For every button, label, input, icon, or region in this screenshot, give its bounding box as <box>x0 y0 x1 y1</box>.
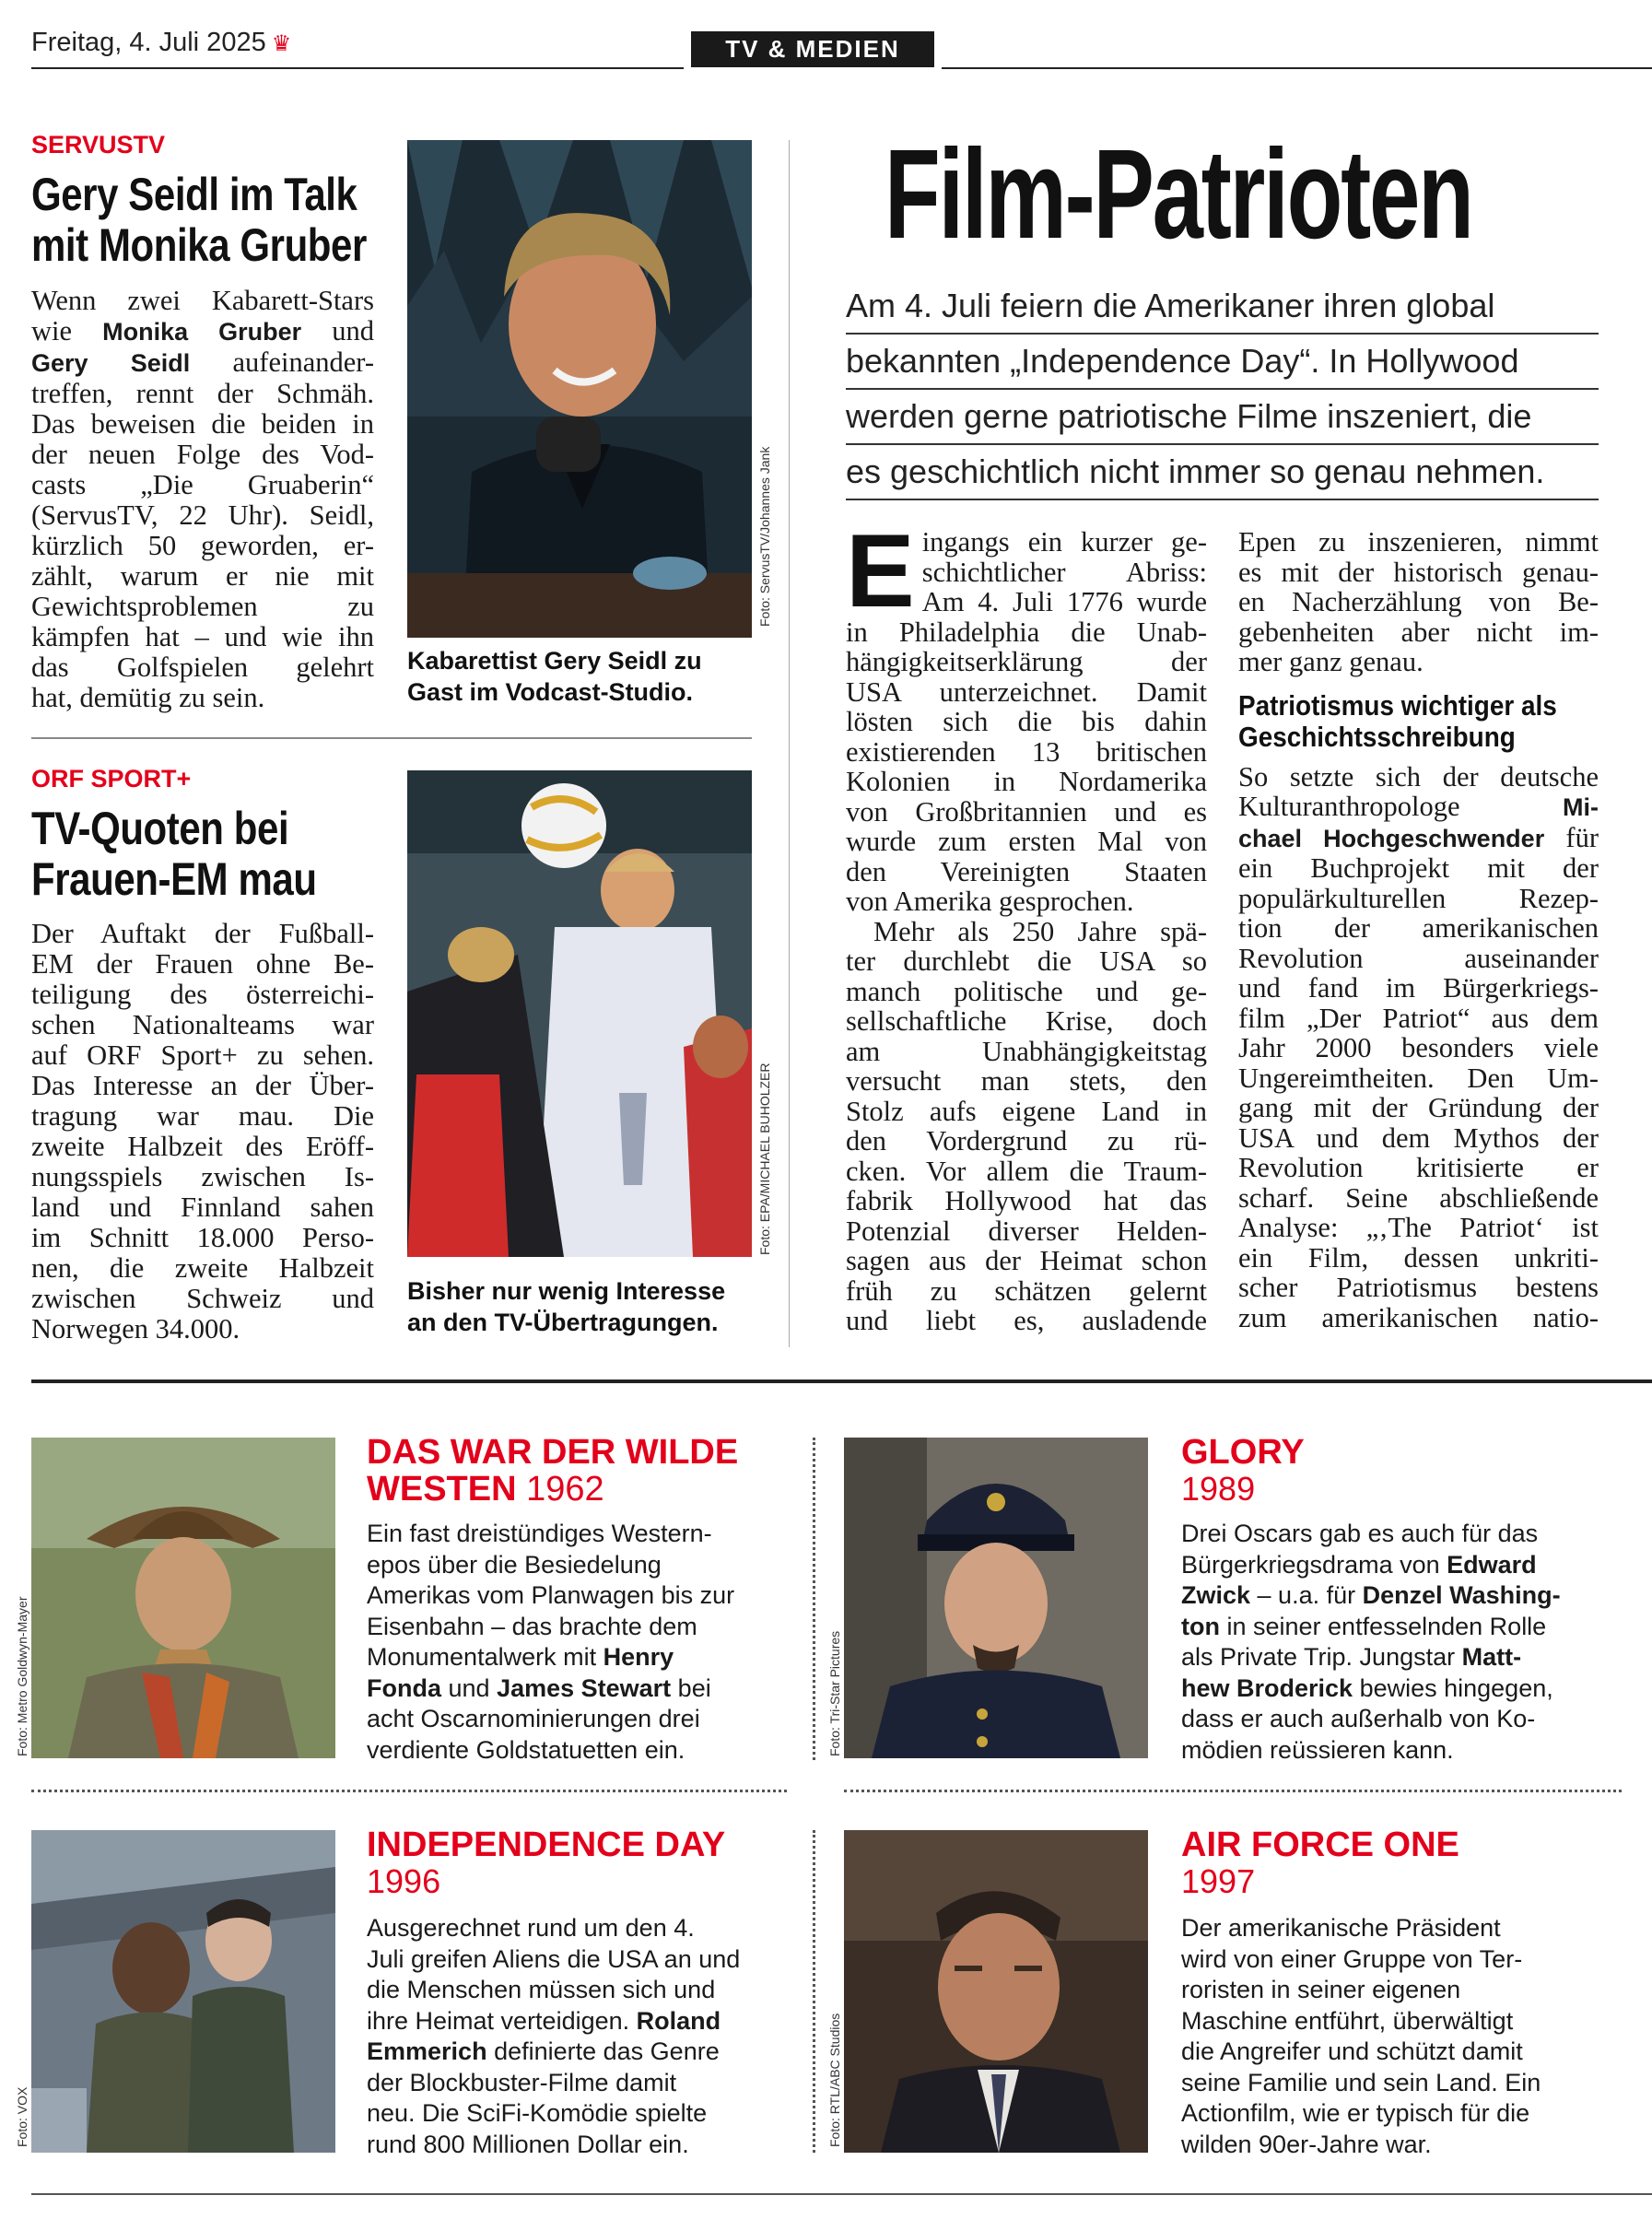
film4-title: AIR FORCE ONE <box>1181 1826 1459 1864</box>
film-divider-horizontal-left <box>31 1790 787 1792</box>
film3-text: Ausgerechnet rund um den 4. Juli greifen Aliens die USA an und die Menschen müssen sich und ihre Heimat verteidigen. Roland Emmerich definierte das Genre der Blockbuster-Filme damit neu. Die SciFi-Komödie spielte rund 800 Millionen Dollar ein. <box>367 1914 741 2158</box>
film3-year: 1996 <box>367 1862 441 1900</box>
crown-icon: ♛ <box>271 31 292 56</box>
issue-date: Freitag, 4. Juli 2025 ♛ <box>31 28 292 57</box>
film2-year: 1989 <box>1181 1470 1256 1508</box>
football-photo <box>407 770 752 1257</box>
story1-kicker: SERVUSTV <box>31 131 166 158</box>
story2-body: Der Auftakt der Fußball- EM der Frauen ohne Be- teiligung des österreichi- schen Nationalteams war auf ORF Sport+ zu sehen. Das Interesse an der Über- tragung war mau. Die zweite Halbzeit des Eröff- nungsspiels zwischen Is- land und Finnland sahen im Schnitt 18.000 Perso- nen, die zweite Halbzeit zwischen Schweiz und Norwegen 34.000. <box>31 918 374 1344</box>
story1-headline: Gery Seidl im Talk mit Monika Gruber <box>31 169 367 271</box>
header-rule-left <box>31 67 684 69</box>
section-divider <box>31 1380 1652 1383</box>
gery-seidl-photo <box>407 140 752 638</box>
story1-body: Wenn zwei Kabarett-Stars wie Monika Gruber und Gery Seidl aufeinander- treffen, rennt der Schmäh. Das beweisen die beiden in der neuen Folge des Vod- casts „Die Gruaberin“ (ServusTV, 22 Uhr). Seidl, kürzlich 50 geworden, er- zählt, warum er nie mit Gewichtsproblemen zu kämpfen hat – und wie ihn das Golfspielen gelehrt hat, demütig zu sein. <box>31 285 375 713</box>
film2-title: GLORY <box>1181 1433 1305 1472</box>
film4-photo <box>844 1830 1148 2153</box>
film-divider-vertical-top <box>813 1438 815 1760</box>
column-divider <box>789 140 790 1347</box>
film1-title: DAS WAR DER WILDE WESTEN 1962 <box>367 1433 739 1509</box>
film3-photo <box>31 1830 335 2153</box>
film1-photo <box>31 1438 335 1758</box>
dropcap: E <box>846 513 915 628</box>
story2-headline: TV-Quoten bei Frauen-EM mau <box>31 803 317 905</box>
film4-year: 1997 <box>1181 1862 1256 1900</box>
main-subhead: Patriotismus wichtiger als Geschichtsschreibung <box>1238 688 1557 753</box>
film3-title: INDEPENDENCE DAY <box>367 1826 726 1864</box>
film4-photo-credit: Foto: RTL/ABC Studios <box>827 2013 842 2147</box>
film3-photo-credit: Foto: VOX <box>15 2086 29 2147</box>
story2-caption: Bisher nur wenig Interesse an den TV-Übertragungen. <box>407 1277 726 1336</box>
film4-text: Der amerikanische Präsident wird von einer Gruppe von Ter- roristen in seiner eigenen Maschine entführt, überwältigt die Angreifer und schützt damit seine Familie und sein Land. Ein Actionfilm, wie er typisch für die wilden 90er-Jahre war. <box>1181 1914 1541 2158</box>
main-headline: Film-Patrioten <box>885 123 1472 265</box>
header-rule-right <box>942 67 1652 69</box>
bottom-rule <box>31 2193 1652 2195</box>
story2-kicker: ORF SPORT+ <box>31 765 192 792</box>
section-label: TV & MEDIEN <box>691 31 934 67</box>
film2-photo-credit: Foto: Tri-Star Pictures <box>827 1630 842 1756</box>
film1-year: 1962 <box>526 1470 604 1509</box>
story1-caption: Kabarettist Gery Seidl zu Gast im Vodcast-Studio. <box>407 647 702 706</box>
main-column-1: E ingangs ein kurzer ge- schichtlicher Abriss: Am 4. Juli 1776 wurde in Philadelphia die Unab- hängigkeitserklärung der USA unterzeichnet. Damit lösten sich die bis dahin existierenden 13 britischen Kolonien in Nordamerika von Großbritannien und es wurde zum ersten Mal von den Vereinigten Staaten von Amerika gesprochen. Mehr als 250 Jahre spä- ter durchlebt die USA so manch politische und ge- sellschaftliche Krise, doch am Unabhängigkeitstag versucht man stets, den Stolz aufs eigene Land in den Vordergrund zu rü- cken. Vor allem die Traum- fabrik Hollywood hat das Potenzial diverser Helden- sagen aus der Heimat schon früh zu schätzen gelernt und liebt es, ausladende <box>846 513 1207 1336</box>
story-divider <box>31 737 752 739</box>
film1-photo-credit: Foto: Metro Goldwyn-Mayer <box>15 1596 29 1756</box>
film1-text: Ein fast dreistündiges Western- epos über die Besiedelung Amerikas vom Planwagen bis zur Eisenbahn – das brachte dem Monumentalwerk mit Henry Fonda und James Stewart bei acht Oscarnominierungen drei verdiente Goldstatuetten ein. <box>367 1520 735 1764</box>
film2-text: Drei Oscars gab es auch für das Bürgerkriegsdrama von Edward Zwick – u.a. für Denzel Washing- ton in seiner entfesselnden Rolle als Private Trip. Jungstar Matt- hew Broderick bewies hingegen, dass er auch außerhalb von Ko- mödien reüssieren kann. <box>1181 1520 1561 1764</box>
film-divider-vertical-bottom <box>813 1830 815 2153</box>
story1-photo-credit: Foto: ServusTV/Johannes Jank <box>757 446 772 627</box>
main-lead: Am 4. Juli feiern die Amerikaner ihren global bekannten „Independence Day“. In Hollywood werden gerne patriotische Filme inszeniert, die es geschichtlich nicht immer so genau nehmen. <box>846 279 1599 500</box>
film2-photo <box>844 1438 1148 1758</box>
main-column-2: Epen zu inszenieren, nimmt es mit der historisch genau- en Nacherzählung von Be- gebenheiten aber nicht im- mer ganz genau. Patriotismus wichtiger als Geschichtsschreibung So setzte sich der deutsche Kulturanthropologe Mi- chael Hochgeschwender für ein Buchprojekt mit der populärkulturellen Rezep- tion der amerikanischen Revolution auseinander und fand im Bürgerkriegs- film „Der Patriot“ aus dem Jahr 2000 besonders viele Ungereimtheiten. Den Um- gang mit der Gründung der USA und dem Mythos der Revolution kritisierte er scharf. Seine abschließende Analyse: „‚The Patriot‘ ist ein Film, dessen unkriti- scher Patriotismus bestens zum amerikanischen natio- <box>1238 526 1599 1333</box>
film-divider-horizontal-right <box>844 1790 1622 1792</box>
story2-photo-credit: Foto: EPA/MICHAEL BUHOLZER <box>757 1063 772 1255</box>
